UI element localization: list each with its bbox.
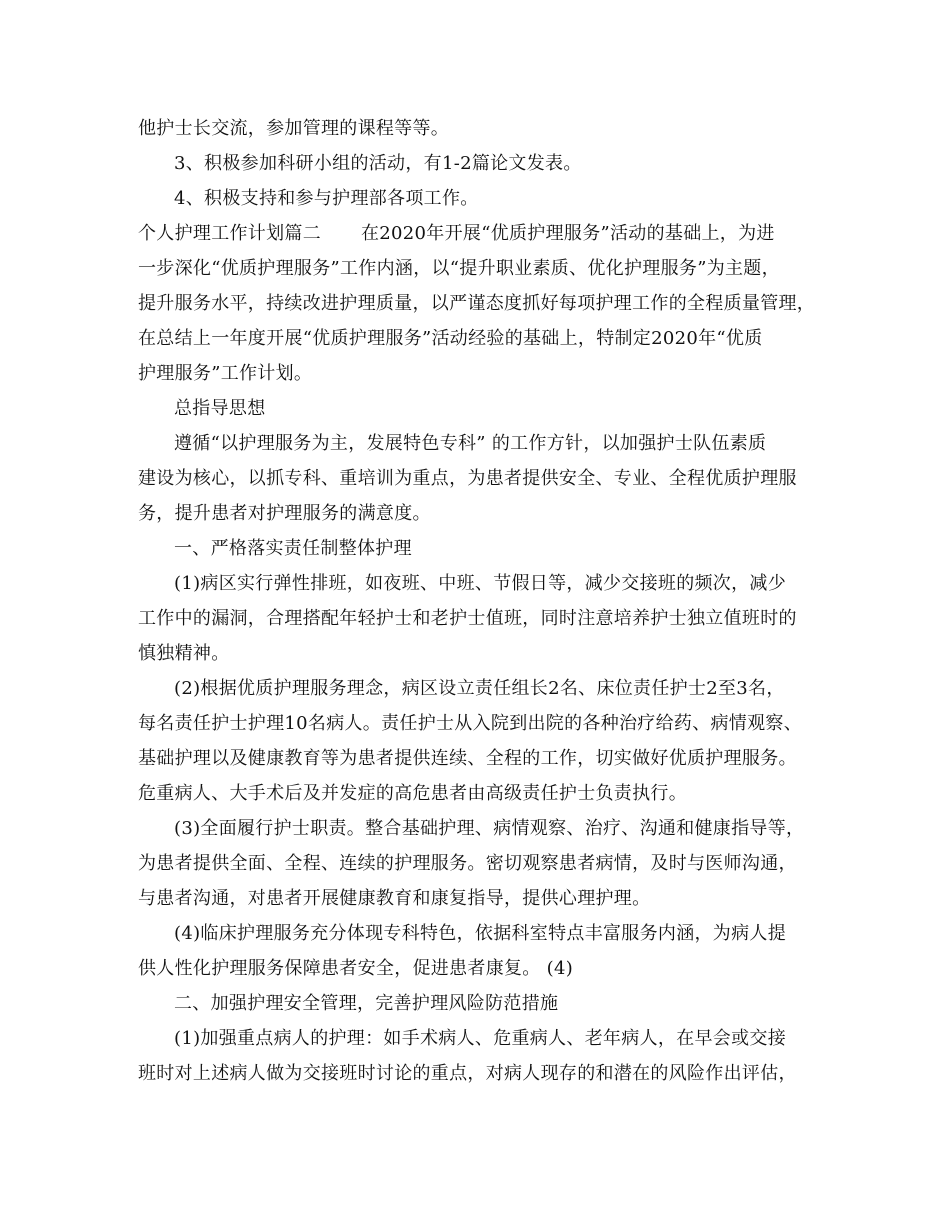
text-line xyxy=(138,219,775,249)
text-line: 慎独精神。 xyxy=(138,643,230,664)
text-line: (4)临床护理服务充分体现专科特色，依据科室特点丰富服务内涵，为病人提 xyxy=(174,923,786,944)
section-heading: 总指导思想 xyxy=(174,398,266,419)
text-line: 供人性化护理服务保障患者安全，促进患者康复。 (4) xyxy=(138,958,574,979)
text-line: 提升服务水平，持续改进护理质量，以严谨态度抓好每项护理工作的全程质量管理， xyxy=(138,293,816,314)
text-line: 在总结上一年度开展“优质护理服务”活动经验的基础上，特制定2020年“优质 xyxy=(138,328,763,349)
text-line: 护理服务”工作计划。 xyxy=(138,363,313,384)
text-line: 3、积极参加科研小组的活动，有1-2篇论文发表。 xyxy=(174,153,582,174)
text-line: 一步深化“优质护理服务”工作内涵，以“提升职业素质、优化护理服务”为主题， xyxy=(138,258,780,279)
text-line: 务，提升患者对护理服务的满意度。 xyxy=(138,503,431,524)
text-line: (1)加强重点病人的护理：如手术病人、危重病人、老年病人，在早会或交接 xyxy=(174,1028,786,1049)
section-heading: 二、加强护理安全管理，完善护理风险防范措施 xyxy=(174,993,559,1014)
text-line: 班时对上述病人做为交接班时讨论的重点，对病人现存的和潜在的风险作出评估， xyxy=(138,1063,797,1084)
text-line: 工作中的漏洞，合理搭配年轻护士和老护士值班，同时注意培养护士独立值班时的 xyxy=(138,608,797,629)
text-line: 建设为核心，以抓专科、重培训为重点，为患者提供安全、专业、全程优质护理服 xyxy=(138,468,797,489)
text-line: 危重病人、大手术后及并发症的高危患者由高级责任护士负责执行。 xyxy=(138,783,687,804)
text-line: 为患者提供全面、全程、连续的护理服务。密切观察患者病情，及时与医师沟通， xyxy=(138,853,797,874)
section-heading: 一、严格落实责任制整体护理 xyxy=(174,538,412,559)
text-line: 每名责任护士护理10名病人。责任护士从入院到出院的各种治疗给药、病情观察、 xyxy=(138,713,803,734)
text-line: (2)根据优质护理服务理念，病区设立责任组长2名、床位责任护士2至3名， xyxy=(174,678,785,699)
text-line: (3)全面履行护士职责。整合基础护理、病情观察、治疗、沟通和健康指导等， xyxy=(174,818,805,839)
text-line: (1)病区实行弹性排班，如夜班、中班、节假日等，减少交接班的频次，减少 xyxy=(174,573,786,594)
section-title: 个人护理工作计划篇二 xyxy=(138,223,321,244)
text-line: 4、积极支持和参与护理部各项工作。 xyxy=(174,188,479,209)
text-line: 与患者沟通，对患者开展健康教育和康复指导，提供心理护理。 xyxy=(138,888,651,909)
text-line: 遵循“以护理服务为主，发展特色专科” 的工作方针，以加强护士队伍素质 xyxy=(174,433,767,454)
text-line: 基础护理以及健康教育等为患者提供连续、全程的工作，切实做好优质护理服务。 xyxy=(138,748,797,769)
text-line: 他护士长交流，参加管理的课程等等。 xyxy=(138,118,450,139)
text-span: 在2020年开展“优质护理服务”活动的基础上，为进 xyxy=(361,223,775,244)
